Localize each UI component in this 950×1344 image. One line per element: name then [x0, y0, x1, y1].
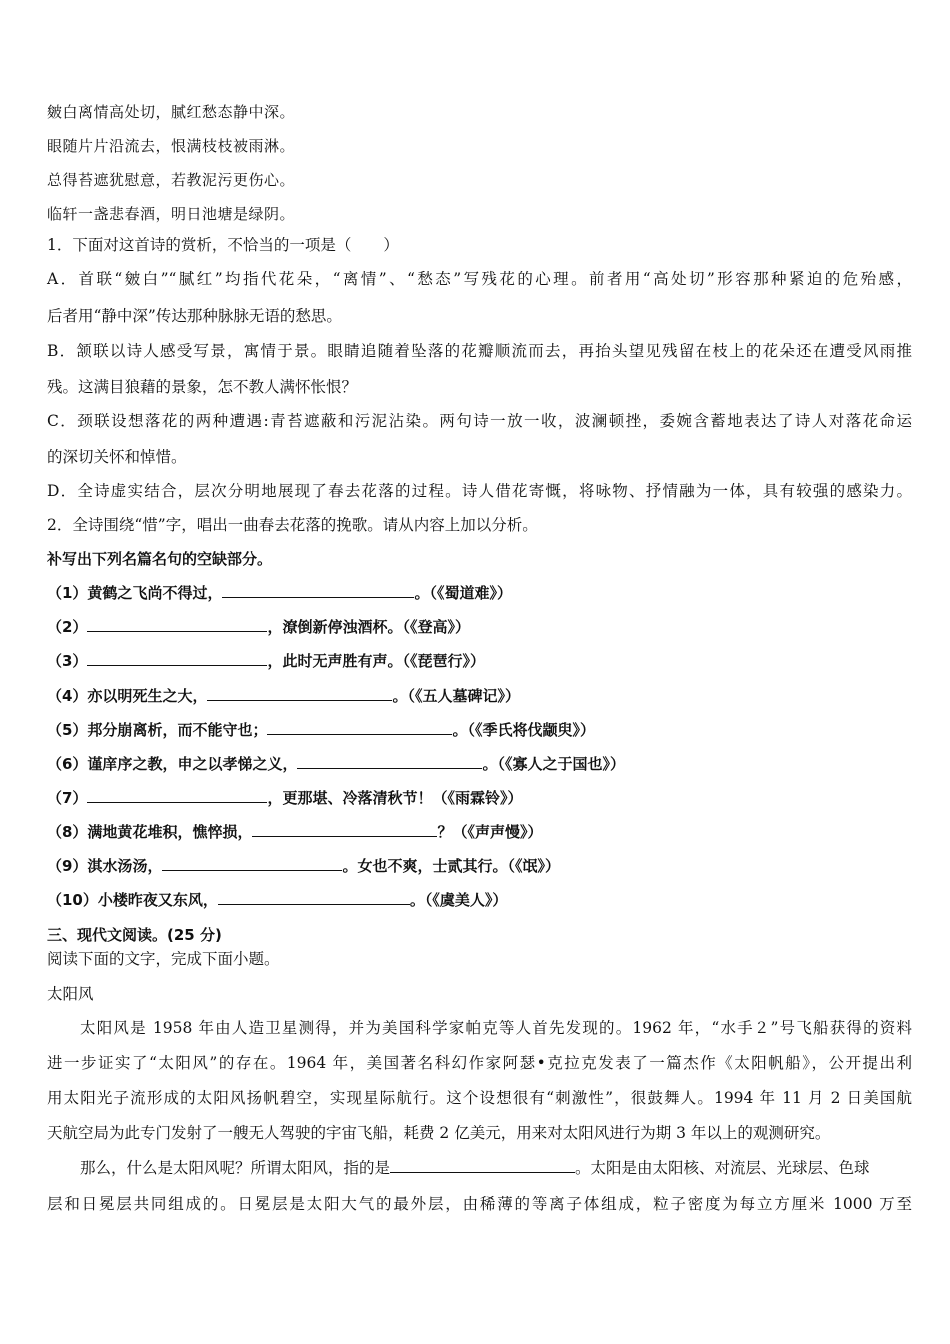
- fill-item-pre: （10）小楼昨夜又东风，: [47, 891, 218, 909]
- article-p1-line4: 天航空局为此专门发射了一艘无人驾驶的宇宙飞船，耗费 2 亿美元，用来对太阳风进行为期 3 年以上的观测研究。: [47, 1124, 831, 1142]
- fill-item-post: ，此时无声胜有声。（《琵琶行》）: [267, 652, 485, 670]
- article-p1-line2: 进一步证实了“太阳风”的存在。1964 年，美国著名科幻作家阿瑟•克拉克发表了一篇杰作《太阳帆船》，公开提出利: [47, 1054, 912, 1072]
- fill-item-post: 。（《虞美人》）: [409, 891, 508, 909]
- answer-blank[interactable]: [297, 753, 482, 769]
- q2-stem: 2．全诗围绕“惜”字，唱出一曲春去花落的挽歌。请从内容上加以分析。: [47, 516, 538, 534]
- answer-blank[interactable]: [207, 685, 392, 701]
- article-p2-line2: 层和日冕层共同组成的。日冕层是太阳大气的最外层，由稀薄的等离子体组成，粒子密度为每立方厘米 1000 万至: [47, 1195, 912, 1213]
- section3-heading: 三、现代文阅读。(25 分): [47, 926, 222, 944]
- fill-item-pre: （1）黄鹤之飞尚不得过，: [47, 584, 223, 602]
- fill-item-8: [47, 821, 912, 843]
- fill-item-post: 。（《季氏将伐颛臾》）: [452, 721, 595, 739]
- fill-item-10: [47, 889, 912, 911]
- article-p2-line1: [80, 1157, 912, 1179]
- fill-item-pre: （4）亦以明死生之大，: [47, 687, 208, 705]
- fill-item-pre: （6）谨庠序之教，申之以孝悌之义，: [47, 755, 298, 773]
- article-p2-post: 。太阳是由太阳核、对流层、光球层、色球: [575, 1159, 870, 1177]
- poem-line-2: 眼随片片沿流去，恨满枝枝被雨淋。: [47, 137, 296, 155]
- fill-item-1: [47, 582, 912, 604]
- fill-item-7: [47, 787, 912, 809]
- q1-stem-text: 1．下面对这首诗的赏析，不恰当的一项是（: [47, 236, 352, 254]
- q1-stem-close: ）: [383, 236, 399, 254]
- q1-option-a-line2: 后者用“静中深”传达那种脉脉无语的愁思。: [47, 307, 342, 325]
- fill-item-pre: （8）满地黄花堆积，憔悴损，: [47, 823, 253, 841]
- fill-item-post: ，潦倒新停浊酒杯。（《登高》）: [267, 618, 470, 636]
- fill-item-post: ，更那堪、冷落清秋节！（《雨霖铃》）: [267, 789, 523, 807]
- fill-item-post: 。女也不爽，士贰其行。（《氓》）: [342, 857, 560, 875]
- article-p1-line3: 用太阳光子流形成的太阳风扬帆碧空，实现星际航行。这个设想很有“刺激性”，很鼓舞人。1994 年 11 月 2 日美国航: [47, 1089, 912, 1107]
- fill-item-2: [47, 616, 912, 638]
- fill-item-4: [47, 685, 912, 707]
- q1-option-c-line1: C．颈联设想落花的两种遭遇:青苔遮蔽和污泥沾染。两句诗一放一收，波澜顿挫，委婉含蓄地表达了诗人对落花命运: [47, 412, 912, 430]
- fill-item-3: [47, 650, 912, 672]
- fill-item-pre: （9）淇水汤汤，: [47, 857, 163, 875]
- fill-item-post: ？（《声声慢》）: [437, 823, 543, 841]
- fill-item-6: [47, 753, 912, 775]
- article-title: 太阳风: [47, 985, 94, 1003]
- fill-item-pre: （3）: [47, 652, 88, 670]
- q1-option-d: D．全诗虚实结合，层次分明地展现了春去花落的过程。诗人借花寄慨，将咏物、抒情融为一体，具有较强的感染力。: [47, 482, 912, 500]
- q1-stem: [47, 234, 912, 256]
- q1-option-c-line2: 的深切关怀和悼惜。: [47, 448, 187, 466]
- answer-blank[interactable]: [87, 616, 267, 632]
- answer-blank[interactable]: [267, 719, 452, 735]
- poem-line-3: 总得苔遮犹慰意，若教泥污更伤心。: [47, 171, 296, 189]
- answer-blank[interactable]: [87, 650, 267, 666]
- answer-blank[interactable]: [162, 855, 342, 871]
- article-p1-line1: 太阳风是 1958 年由人造卫星测得，并为美国科学家帕克等人首先发现的。1962 年，“水手２”号飞船获得的资料: [80, 1019, 912, 1037]
- answer-blank[interactable]: [252, 821, 437, 837]
- fill-item-post: 。（《寡人之于国也》）: [482, 755, 625, 773]
- q1-option-a-line1: A．首联“皴白”“腻红”均指代花朵，“离情”、“愁态”写残花的心理。前者用“高处切”形容那种紧迫的危殆感，: [47, 270, 912, 288]
- q1-option-b-line2: 残。这满目狼藉的景象，怎不教人满怀怅恨？: [47, 378, 358, 396]
- fill-item-pre: （7）: [47, 789, 88, 807]
- q1-option-b-line1: B．颔联以诗人感受写景，寓情于景。眼睛追随着坠落的花瓣顺流而去，再抬头望见残留在枝上的花朵还在遭受风雨推: [47, 342, 912, 360]
- fill-item-9: [47, 855, 912, 877]
- article-p2-pre: 那么，什么是太阳风呢？所谓太阳风，指的是: [80, 1159, 391, 1177]
- fill-item-pre: （2）: [47, 618, 88, 636]
- fill-title: 补写出下列名篇名句的空缺部分。: [47, 550, 273, 568]
- answer-blank[interactable]: [222, 582, 414, 598]
- fill-item-pre: （5）邦分崩离析，而不能守也；: [47, 721, 268, 739]
- poem-line-1: 皴白离情高处切，腻红愁态静中深。: [47, 103, 296, 121]
- fill-item-post: 。（《五人墓碑记》）: [392, 687, 520, 705]
- section3-instruction: 阅读下面的文字，完成下面小题。: [47, 950, 280, 968]
- answer-blank[interactable]: [218, 889, 410, 905]
- answer-blank[interactable]: [87, 787, 267, 803]
- fill-item-5: [47, 719, 912, 741]
- answer-blank[interactable]: [390, 1157, 575, 1173]
- fill-item-post: 。（《蜀道难》）: [414, 584, 512, 602]
- poem-line-4: 临轩一盏悲春酒，明日池塘是绿阴。: [47, 205, 296, 223]
